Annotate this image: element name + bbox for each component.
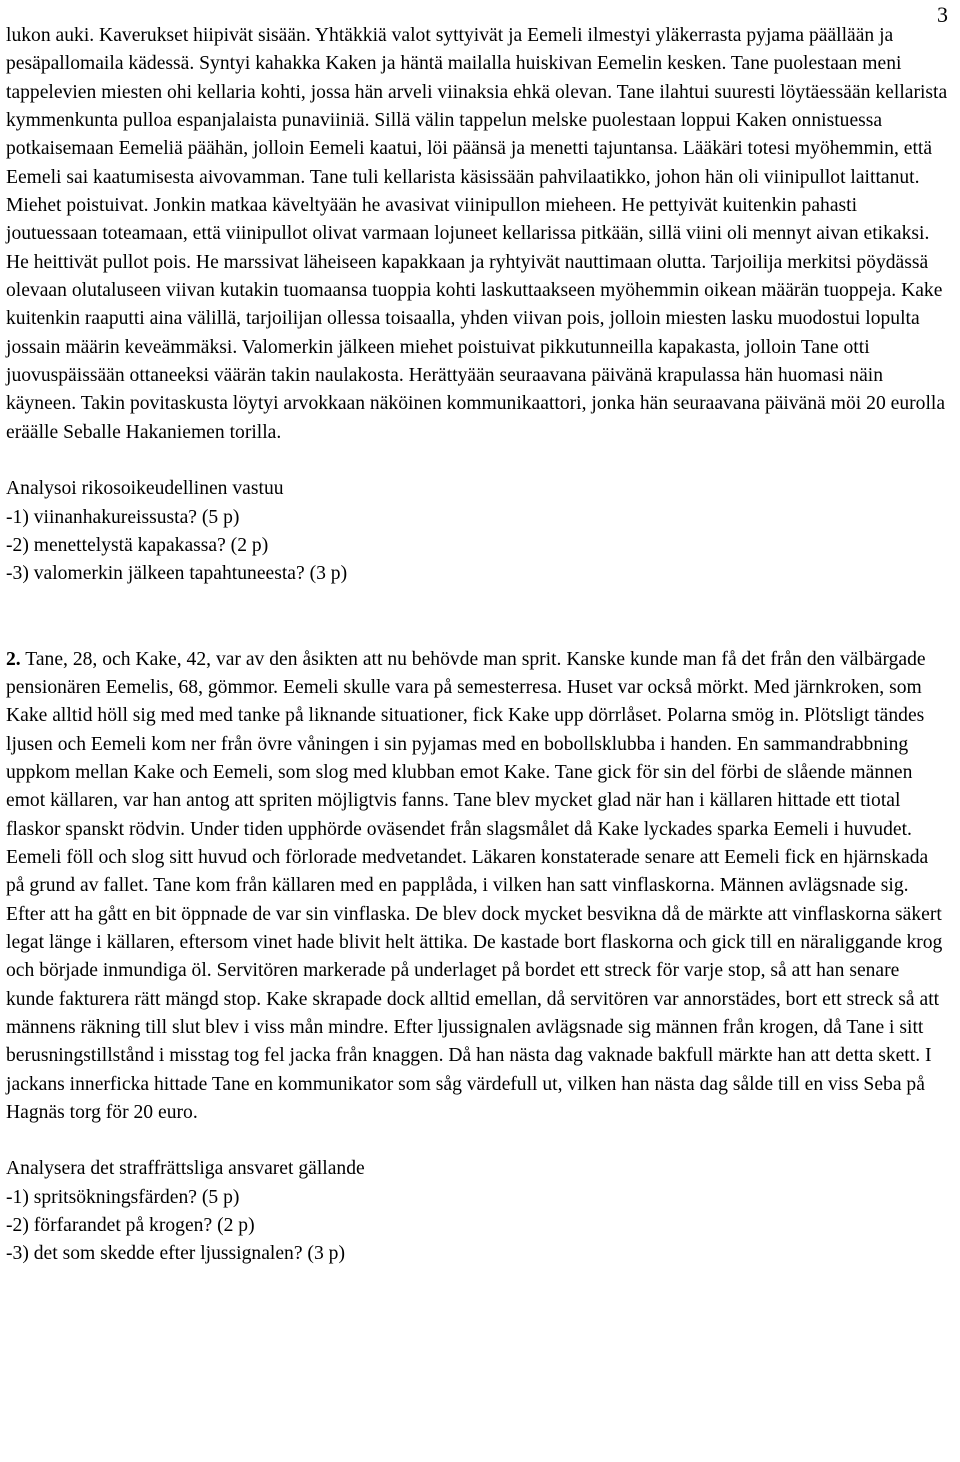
case-2-body: Tane, 28, och Kake, 42, var av den åsikten att nu behövde man sprit. Kanske kunde man få det från den välbärgade pensionären Eemelis, 68, gömmor. Eemeli skulle vara på semesterresa. Huset var också mörkt. Med järnkroken, som Kake alltid höll sig med med tanke på liknande situationer, fick Kake upp dörrlåset. Polarna smög in. Plötsligt tändes ljusen och Eemeli kom ner från övre våningen i sin pyjamas med en bobollsklubba i handen. En sammandrabbning uppkom mellan Kake och Eemeli, som slog med klubban emot Kake. Tane gick för sin del förbi de slående männen emot källaren, var han antog att spriten möjligtvis fanns. Tane blev mycket glad när han i källaren hittade ett tiotal flaskor spanskt rödvin. Under tiden upphörde oväsendet från slagsmålet då Kake lyckades sparka Eemeli i huvudet. Eemeli föll och slog sitt huvud och förlorade medvetandet. Läkaren konstaterade senare att Eemeli fick en hjärnskada på grund av fallet. Tane kom från källaren med en papplåda, i vilken han satt vinflaskorna. Männen avlägsnade sig. Efter att ha gått en bit öppnade de var sin vinflaska. De blev dock mycket besvikna då de märkte att vinflaskorna säkert legat länge i källaren, eftersom vinet hade blivit helt ättika. De kastade bort flaskorna och gick till en näraliggande krog och började inmundiga öl. Servitören markerade på underlaget på bordet ett streck för varje stop, så att han senare kunde fakturera rätt mängd stop. Kake skrapade dock alltid emellan, då servitören var annorstädes, bort ett streck så att männens räkning till slut blev i viss mån mindre. Efter ljussignalen avlägsnade sig männen från krogen, då Tane i sitt berusningstillstånd i misstag tog fel jacka från knaggen. Då han nästa dag vaknade bakfull märkte han att detta skett. I jackans innerficka hittade Tane en kommunikator som såg värdefull ut, vilken han nästa dag sålde till en viss Seba på Hagnäs torg för 20 euro.	[6, 648, 943, 1124]
case-number: 2.	[6, 648, 21, 670]
case-1-questions	[6, 475, 950, 588]
case-2-text	[6, 646, 950, 1128]
page-number: 3	[937, 2, 948, 27]
question-intro: Analysera det straffrättsliga ansvaret gällande	[6, 1158, 365, 1180]
case-2-questions	[6, 1155, 950, 1268]
case-1-text: lukon auki. Kaverukset hiipivät sisään. Yhtäkkiä valot syttyivät ja Eemeli ilmestyi yläkerrasta pyjama päällään ja pesäpallomaila kädessä. Syntyi kahakka Kaken ja häntä mailalla huiskivan Eemelin kesken. Tane puolestaan meni tappelevien miesten ohi kellaria kohti, jossa hän arveli viinaksia ehkä olevan. Tane ilahtui suuresti löytäessään kellarista kymmenkunta pulloa espanjalaista punaviiniä. Sillä välin tappelun melske puolestaan loppui Kaken onnistuessa potkaisemaan Eemeliä päähän, jolloin Eemeli kaatui, löi päänsä ja menetti tajuntansa. Lääkäri totesi myöhemmin, että Eemeli sai kaatumisesta aivovamman. Tane tuli kellarista käsissään pahvilaatikko, johon hän oli viinipullot laittanut. Miehet poistuivat. Jonkin matkaa käveltyään he avasivat viinipullon mieheen. He pettyivät kuitenkin pahasti joutuessaan toteamaan, että viinipullot olivat varmaan lojuneet kellarissa pitkään, sillä viini oli mennyt aivan etikaksi. He heittivät pullot pois. He marssivat läheiseen kapakkaan ja ryhtyivät nauttimaan olutta. Tarjoilija merkitsi pöydässä olevaan olutaluseen viivan kutakin tuomaansa tuoppia kohti laskuttaakseen myöhemmin oikean määrän tuoppeja. Kake kuitenkin raaputti aina välillä, tarjoilijan ollessa toisaalla, yhden viivan pois, jolloin miesten lasku muodostui lopulta jossain määrin keveämmäksi. Valomerkin jälkeen miehet poistuivat pikkutunneilla kapakasta, jolloin Tane otti juovuspäissään ottaneeksi väärän takin naulakosta. Herättyään seuraavana päivänä krapulassa hän huomasi näin käyneen. Takin povitaskusta löytyi arvokkaan näköinen kommunikaattori, jonka hän seuraavana päivänä möi 20 eurolla eräälle Seballe Hakaniemen torilla.	[6, 25, 948, 443]
question-item: -1) viinanhakureissusta? (5 p)	[6, 506, 240, 528]
question-item: -2) menettelystä kapakassa? (2 p)	[6, 534, 269, 556]
question-item: -2) förfarandet på krogen? (2 p)	[6, 1215, 255, 1237]
question-intro: Analysoi rikosoikeudellinen vastuu	[6, 478, 284, 500]
question-item: -1) spritsökningsfärden? (5 p)	[6, 1186, 240, 1208]
question-item: -3) valomerkin jälkeen tapahtuneesta? (3 p)	[6, 563, 348, 585]
document-page	[6, 0, 950, 1269]
question-item: -3) det som skedde efter ljussignalen? (3 p)	[6, 1243, 345, 1265]
